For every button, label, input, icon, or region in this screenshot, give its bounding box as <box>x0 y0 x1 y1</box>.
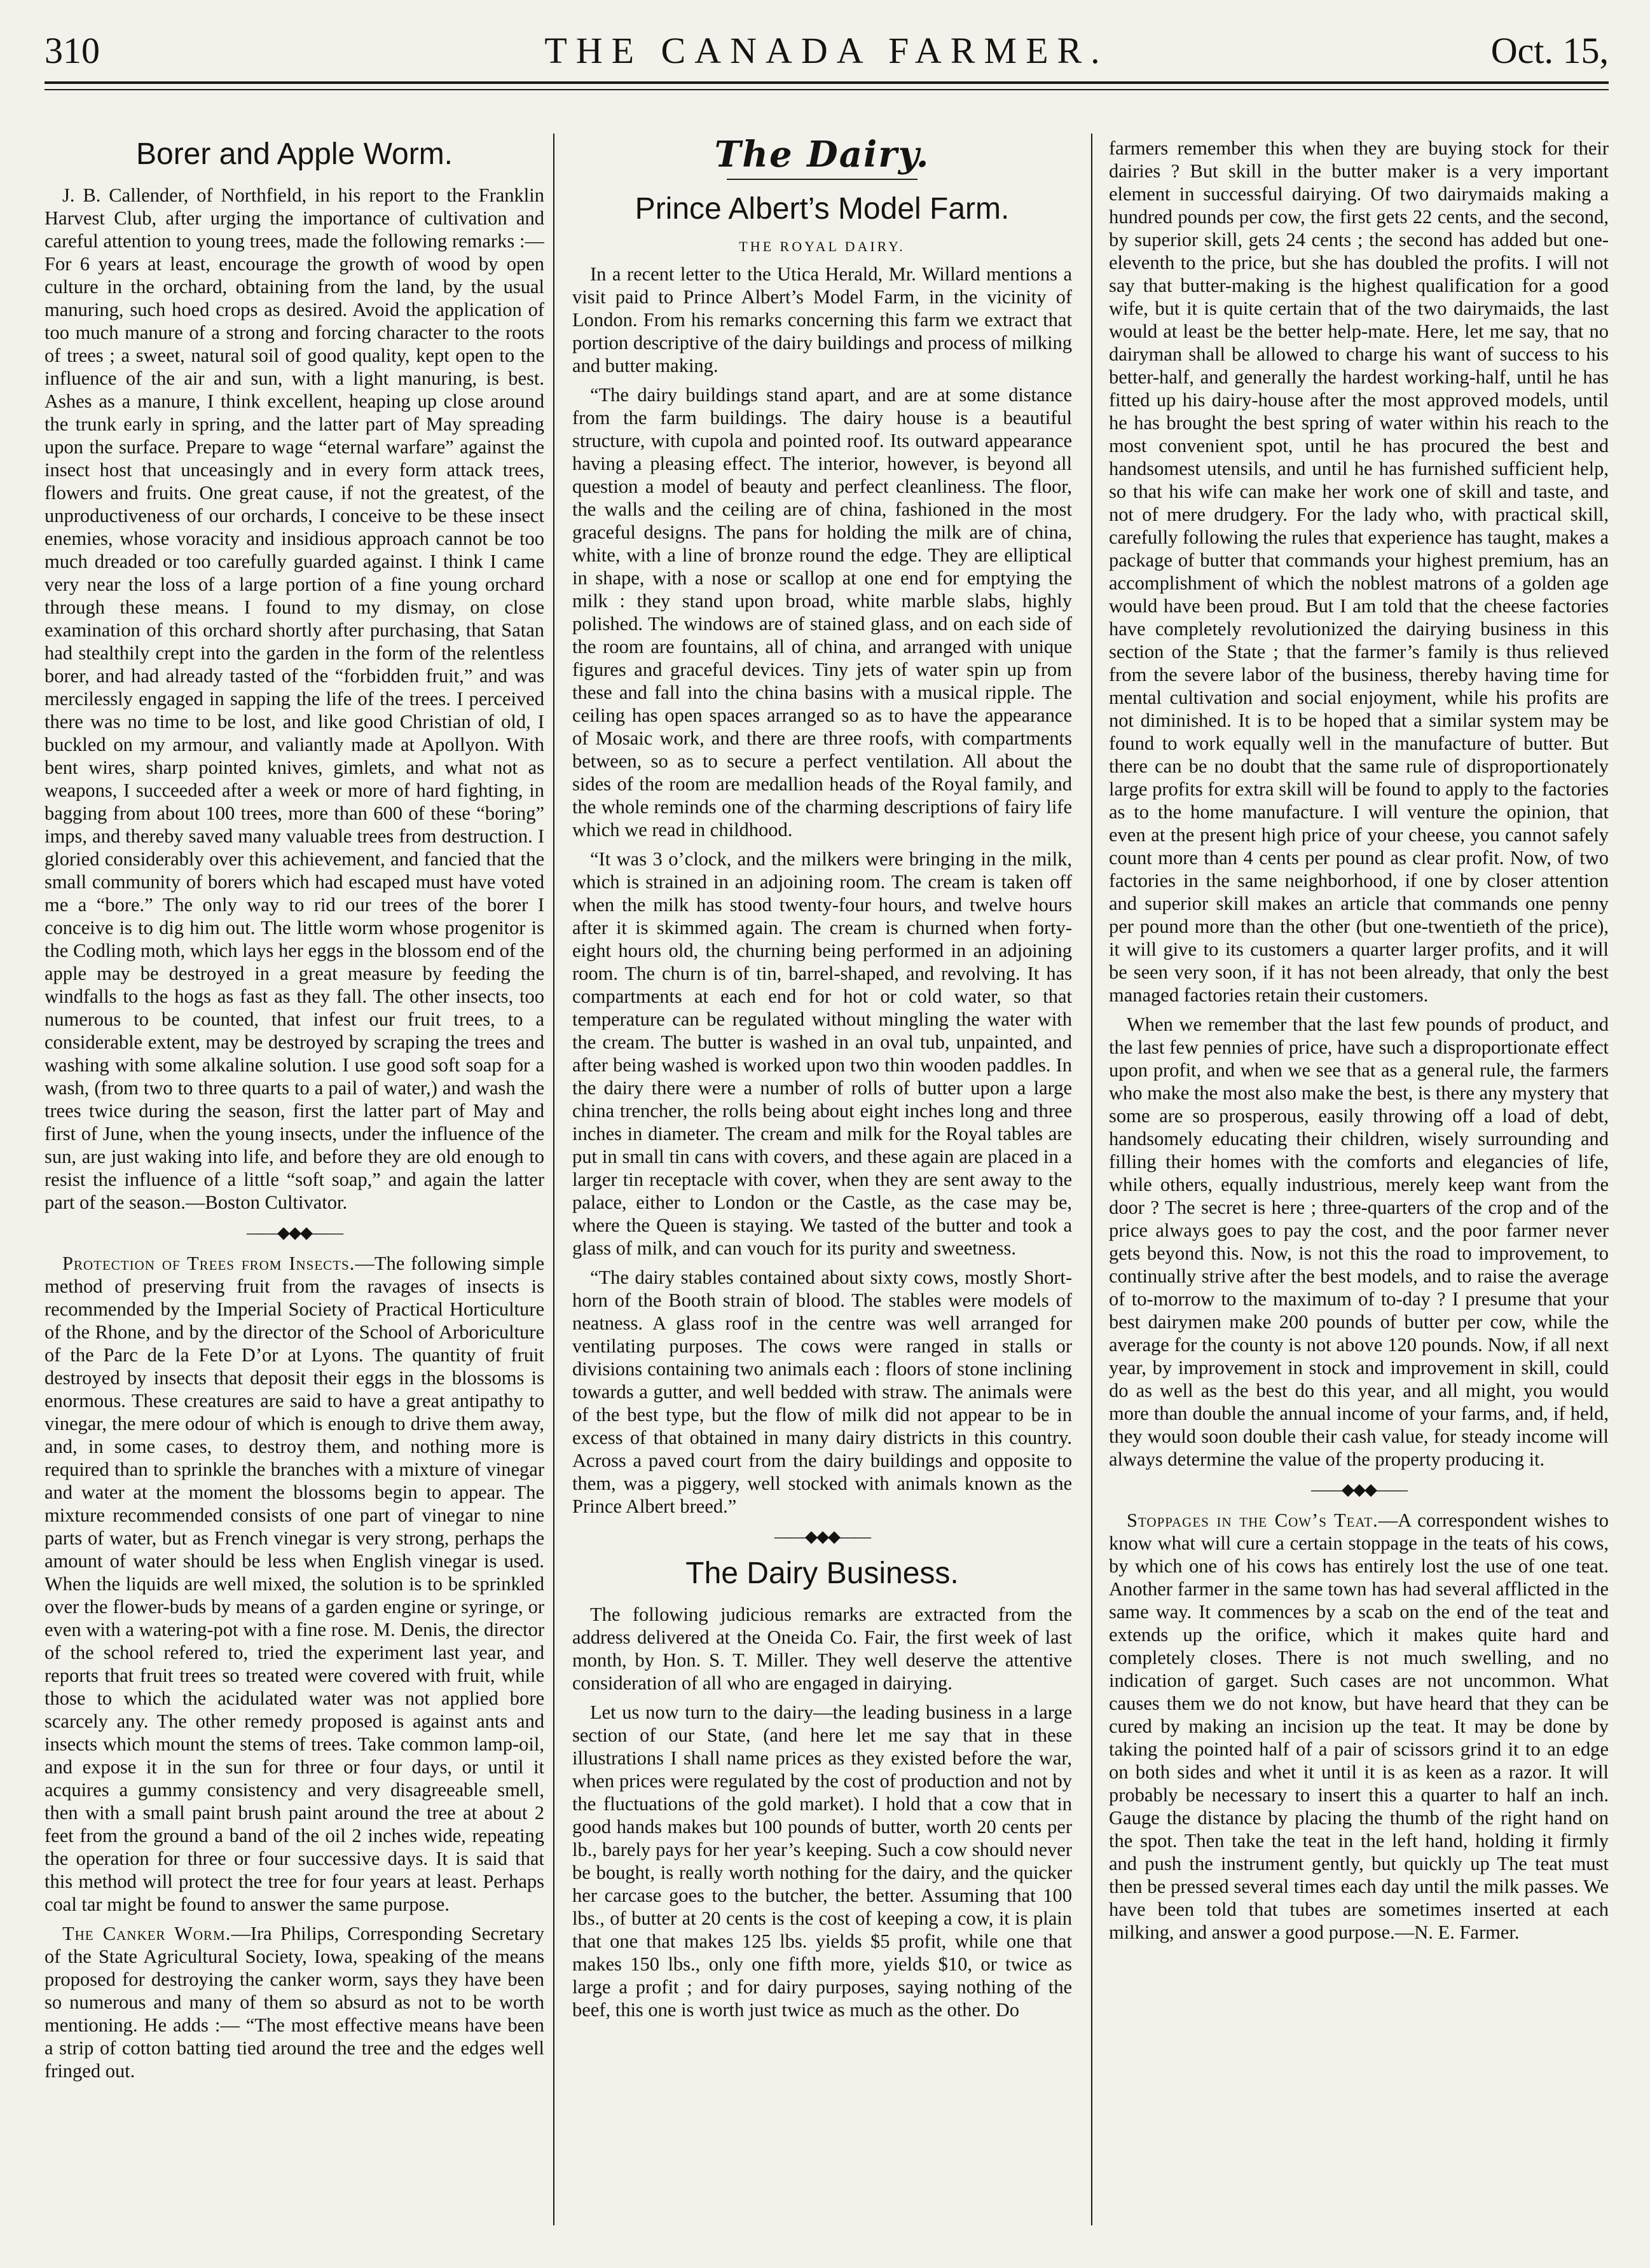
article-paragraph <box>45 1922 544 2082</box>
masthead-rule-thin <box>45 89 1609 90</box>
heading-rule <box>727 179 918 180</box>
paragraph-body: —A correspondent wishes to know what will cure a certain stoppage in the teats of his cows, by which one of his cows has entirely lost the use of one teat. Another farmer in the same town has had several afflicted in the same way. It commences by a scab on the end of the teat and extends up the orifice, which it makes quite hard and completely closes. There is not much swelling, and no indication of garget. Such cases are not uncommon. What causes them we do not know, but have heard that they can be cured by making an incision up the teat. It may be done by taking the pointed half of a pair of scissors grind it to an edge on both sides and whet it until it is as keen as a razor. It will probably be necessary to insert this a quarter to half an inch. Gauge the distance by placing the thumb of the right hand on the spot. Then take the teat in the left hand, holding it firmly and push the instrument gently, but quickly up The teat must then be pressed several times each day until the milk passes. We have been told that tubes are sometimes inserted at each milking, and answer a good purpose.—N. E. Farmer. <box>1109 1509 1609 1943</box>
article-paragraph: “The dairy stables contained about sixty cows, mostly Short-horn of the Booth strain of blood. The stables were models of neatness. A glass roof in the centre was well arranged for ventilating purposes. The cows were ranged in stalls or divisions containing two animals each : floors of stone inclining towards a gutter, and well bedded with straw. The animals were of the best type, but the flow of milk did not appear to be in excess of that obtained in many dairy districts in this country. Across a paved court from the dairy buildings and opposite to them, was a piggery, well stocked with animals known as the Prince Albert breed.” <box>572 1267 1072 1517</box>
masthead-rule <box>45 81 1609 84</box>
paragraph-body: —Ira Philips, Corresponding Secretary of the State Agricultural Society, Iowa, speaking of the means proposed for destroying the canker worm, says they have been so numerous and many of them so absurd as not to be worth mentioning. He adds :— “The most effective means have been a strip of cotton batting tied around the tree and the edges well fringed out. <box>45 1923 544 2082</box>
article-paragraph <box>1109 1509 1609 1944</box>
section-separator: ——◆◆◆—— <box>1311 1480 1406 1499</box>
column-left <box>45 137 544 2229</box>
article-title: Borer and Apple Worm. <box>135 137 453 171</box>
article-title: Prince Albert’s Model Farm. <box>635 192 1010 226</box>
section-separator: ——◆◆◆—— <box>774 1527 870 1546</box>
article-title: The Dairy Business. <box>685 1557 959 1590</box>
section-separator: ——◆◆◆—— <box>247 1223 342 1242</box>
paragraph-lead: Stoppages in the Cow’s Teat. <box>1127 1509 1378 1531</box>
article-paragraph <box>45 1252 544 1916</box>
article-paragraph: “It was 3 o’clock, and the milkers were bringing in the milk, which is strained in an adjoining room. The cream is taken off when the milk has stood twenty-four hours, and twelve hours after it is skimmed again. The cream is churned when forty-eight hours old, the churning being performed in an adjoining room. The churn is of tin, barrel-shaped, and revolving. It has compartments at each end for hot or cold water, so that temperature can be regulated without mingling the water with the cream. The butter is washed in an oval tub, unpainted, and after being washed is worked upon two thin wooden paddles. In the dairy there were a number of rolls of butter upon a large china trencher, the rolls being about eight inches long and three inches in diameter. The cream and milk for the Royal tables are put in small tin cans with covers, and these again are placed in a larger tin receptacle with cover, when they are sent away to the palace, either to London or the Castle, as the case may be, where the Queen is staying. We tasted of the butter and took a glass of milk, and can vouch for its purity and sweetness. <box>572 848 1072 1259</box>
article-paragraph: J. B. Callender, of Northfield, in his report to the Franklin Harvest Club, after urging the importance of cultivation and careful attention to young trees, made the following remarks :—For 6 years at least, encourage the growth of wood by open culture in the orchard, obtaining from the land, by the usual manuring, such hoed crops as desired. Avoid the application of too much manure of a strong and forcing character to the roots of trees ; a sweet, natural soil of good quality, kept open to the influence of the air and sun, with a light manuring, is best. Ashes as a manure, I think excellent, heaping up close around the trunk early in spring, and the latter part of May spreading upon the surface. Prepare to wage “eternal warfare” against the insect host that unceasingly and in every form attack trees, flowers and fruits. One great cause, if not the greatest, of the unproductiveness of our orchards, I conceive to be these insect enemies, whose voracity and insidious approach cannot be too much dreaded or too carefully guarded against. I think I came very near the loss of a large portion of a fine young orchard through these means. I found to my dismay, on close examination of this orchard shortly after purchasing, that Satan had stealthily crept into the garden in the form of the relentless borer, and had already tasted of the “forbidden fruit,” and was mercilessly engaged in sapping the life of the trees. I perceived there was no time to be lost, and like good Christian of old, I buckled on my armour, and valiantly made at Apollyon. With bent wires, sharp pointed knives, gimlets, and what not as weapons, I succeeded after a week or more of hard fighting, in bagging from about 100 trees, more than 600 of these “boring” imps, and thereby saved many valuable trees from destruction. I gloried considerably over this achievement, and fancied that the small community of borers which had escaped must have voted me a “bore.” The only way to rid our trees of the borer I conceive is to dig him out. The little worm whose progenitor is the Codling moth, which lays her eggs in the blossom end of the apple may be destroyed in a great measure by feeding the windfalls to the hogs as fast as they fall. The other insects, too numerous to be counted, that infest our fruit trees, to a considerable extent, may be destroyed by scraping the trees and washing with some alkaline solution. I use good soft soap for a wash, (from two to three quarts to a pail of water,) and wash the trees twice during the season, first the latter part of May and first of June, when the young insects, under the influence of the sun, are just waking into life, and before they are old enough to resist the influence of a little “soft soap,” and again the latter part of the season.—Boston Cultivator. <box>45 184 544 1213</box>
newspaper-title: THE CANADA FARMER. <box>544 30 1109 71</box>
issue-date: Oct. 15, <box>1490 30 1609 71</box>
paragraph-lead: The Canker Worm. <box>62 1923 231 1944</box>
masthead <box>45 25 1609 76</box>
column-divider <box>1091 134 1092 2225</box>
column-right <box>1109 137 1609 2229</box>
article-paragraph: In a recent letter to the Utica Herald, Mr. Willard mentions a visit paid to Prince Albert’s Model Farm, in the vicinity of London. From his remarks concerning this farm we extract that portion descriptive of the dairy buildings and process of milking and butter making. <box>572 263 1072 376</box>
column-middle <box>572 137 1072 2229</box>
article-paragraph: “The dairy buildings stand apart, and are at some distance from the farm buildings. The dairy house is a beautiful structure, with cupola and pointed roof. Its outward appearance having a pleasing effect. The interior, however, is beyond all question a model of beauty and perfect cleanliness. The floor, the walls and the ceiling are of china, fashioned in the most graceful designs. The pans for holding the milk are of china, white, with a line of bronze round the edge. They are elliptical in shape, with a nose or scallop at one end for emptying the milk : they stand upon broad, white marble slabs, highly polished. The windows are of stained glass, and on each side of the room are fountains, all of china, and arranged with unique figures and graceful devices. Tiny jets of water spin up from these and fall into the china basins with a musical ripple. The ceiling has open spaces arranged so as to have the appearance of Mosaic work, and there are three roofs, with compartments between, so as to secure a perfect ventilation. All about the sides of the room are medallion heads of the Royal family, and the whole reminds one of the charming descriptions of fairy life which we read in childhood. <box>572 384 1072 841</box>
paragraph-body: —The following simple method of preserving fruit from the ravages of insects is recommended by the Imperial Society of Practical Horticulture of the Rhone, and by the director of the School of Arboriculture of the Parc de la Fete D’or at Lyons. The quantity of fruit destroyed by insects that deposit their eggs in the blossoms is enormous. These creatures are said to have a great antipathy to vinegar, the mere odour of which is enough to drive them away, and, in some cases, to destroy them, and nothing more is required than to sprinkle the branches with a mixture of vinegar and water at the moment the blossoms begin to appear. The mixture recommended consists of one part of vinegar to nine parts of water, but as French vinegar is very strong, perhaps the amount of water should be less when English vinegar is used. When the liquids are well mixed, the solution is to be sprinkled over the flower-buds by means of a garden engine or syringe, or even with a watering-pot with a fine rose. M. Denis, the director of the school refered to, tried the experiment last year, and reports that fruit trees so treated were covered with fruit, while those to which the acidulated water was not applied bore scarcely any. The other remedy proposed is against ants and insects which mount the stems of trees. Take common lamp-oil, and expose it in the sun for three or four days, or until it acquires a gummy consistency and very disagreeable smell, then with a small paint brush paint around the tree at about 2 feet from the ground a band of the oil 2 inches wide, repeating the operation for three or four successive days. It is said that this method will protect the tree for four years at least. Perhaps coal tar might be found to answer the same purpose. <box>45 1253 544 1915</box>
article-paragraph: The following judicious remarks are extracted from the address delivered at the Oneida Co. Fair, the first week of last month, by Hon. S. T. Miller. They well deserve the attentive consideration of all who are engaged in dairying. <box>572 1604 1072 1694</box>
column-divider <box>553 134 554 2225</box>
article-paragraph: When we remember that the last few pounds of product, and the last few pennies of price, have such a disproportionate effect upon profit, and when we see that as a general rule, the farmers who make the most also make the best, is there any mystery that some are so prosperous, easily throwing off a load of debt, handsomely educating their children, wisely surrounding and filling their homes with the comforts and elegancies of life, while others, equally industrious, merely keep want from the door ? The secret is here ; three-quarters of the crop and of the price always goes to pay the cost, and the poor farmer never gets beyond this. Now, is not this the road to improvement, to continually strive after the best models, and to raise the average of to-morrow to the maximum of to-day ? I presume that your best dairymen make 200 pounds of butter per cow, while the average for the county is not above 120 pounds. Now, if all next year, by improvement in stock and improvement in skill, could do as well as the best do this year, and all might, you would more than double the annual income of your farms, and, if held, they would soon double their cash value, for steady income will always determine the value of the property producing it. <box>1109 1014 1609 1470</box>
paragraph-lead: Protection of Trees from Insects. <box>62 1253 355 1274</box>
article-subtitle: THE ROYAL DAIRY. <box>739 238 905 254</box>
page-number: 310 <box>45 30 100 71</box>
article-paragraph: Let us now turn to the dairy—the leading business in a large section of our State, (and here let me say that in these illustrations I shall name prices as they existed before the war, when prices were regulated by the cost of production and not by the fluctuations of the gold market). I hold that a cow that in good hands makes but 100 pounds of butter, worth 20 cents per lb., barely pays for her year’s keeping. Such a cow should never be bought, is really worth nothing for the dairy, and the quicker her carcase goes to the butcher, the better. Assuming that 100 lbs., of butter at 20 cents is the cost of keeping a cow, it is plain that one that makes 125 lbs. yields $5 profit, while one that makes 150 lbs., only one fifth more, yields $10, or twice as large a profit ; and for dairy purposes, saying nothing of the beef, this one is worth just twice as much as the other. Do <box>572 1701 1072 2021</box>
section-heading: The Dairy. <box>714 137 930 175</box>
article-paragraph: farmers remember this when they are buying stock for their dairies ? But skill in the butter maker is a very important element in successful dairying. Of two dairymaids making a hundred pounds per cow, the first gets 22 cents, and the second, by superior skill, gets 24 cents ; the second has added but one-eleventh to the price, but she has doubled the profits. I will not say that butter-making is the highest qualification for a good wife, but it is quite certain that of the two dairymaids, the last would at least be the better help-mate. Here, let me say, that no dairyman shall be allowed to charge his want of success to his better-half, and generally the hardest working-half, until he has fitted up his dairy-house after the most approved models, until he has brought the best spring of water within his reach to the most convenient spot, until he has procured the best and handsomest utensils, and until he has furnished sufficient help, so that his wife can make her work one of skill and taste, and not of mere drudgery. For the lady who, with practical skill, carefully following the rules that experience has taught, makes a package of butter that commands your highest premium, has an accomplishment of which the noblest matrons of a golden age would have been proud. But I am told that the cheese factories have completely revolutionized the dairying business in this section of the State ; that the farmer’s family is thus relieved from the severe labor of the business, thereby having time for mental cultivation and social enjoyment, while his profits are not diminished. It is to be hoped that a similar system may be found to work equally well in the manufacture of butter. But there can be no doubt that the same rule of disproportionately large profits for extra skill will be found to apply to the factories as to the home manufacture. I will venture the opinion, that even at the present high price of your cheese, you cannot safely count more than 4 cents per pound as clear profit. Now, of two factories in the same neighborhood, if one by closer attention and superior skill makes an article that commands one penny per pound more than the other (but one-twentieth of the price), it will give to its customers a quarter larger profits, and it will be seen very soon, if it has not been already, that only the best managed factories retain their customers. <box>1109 137 1609 1006</box>
